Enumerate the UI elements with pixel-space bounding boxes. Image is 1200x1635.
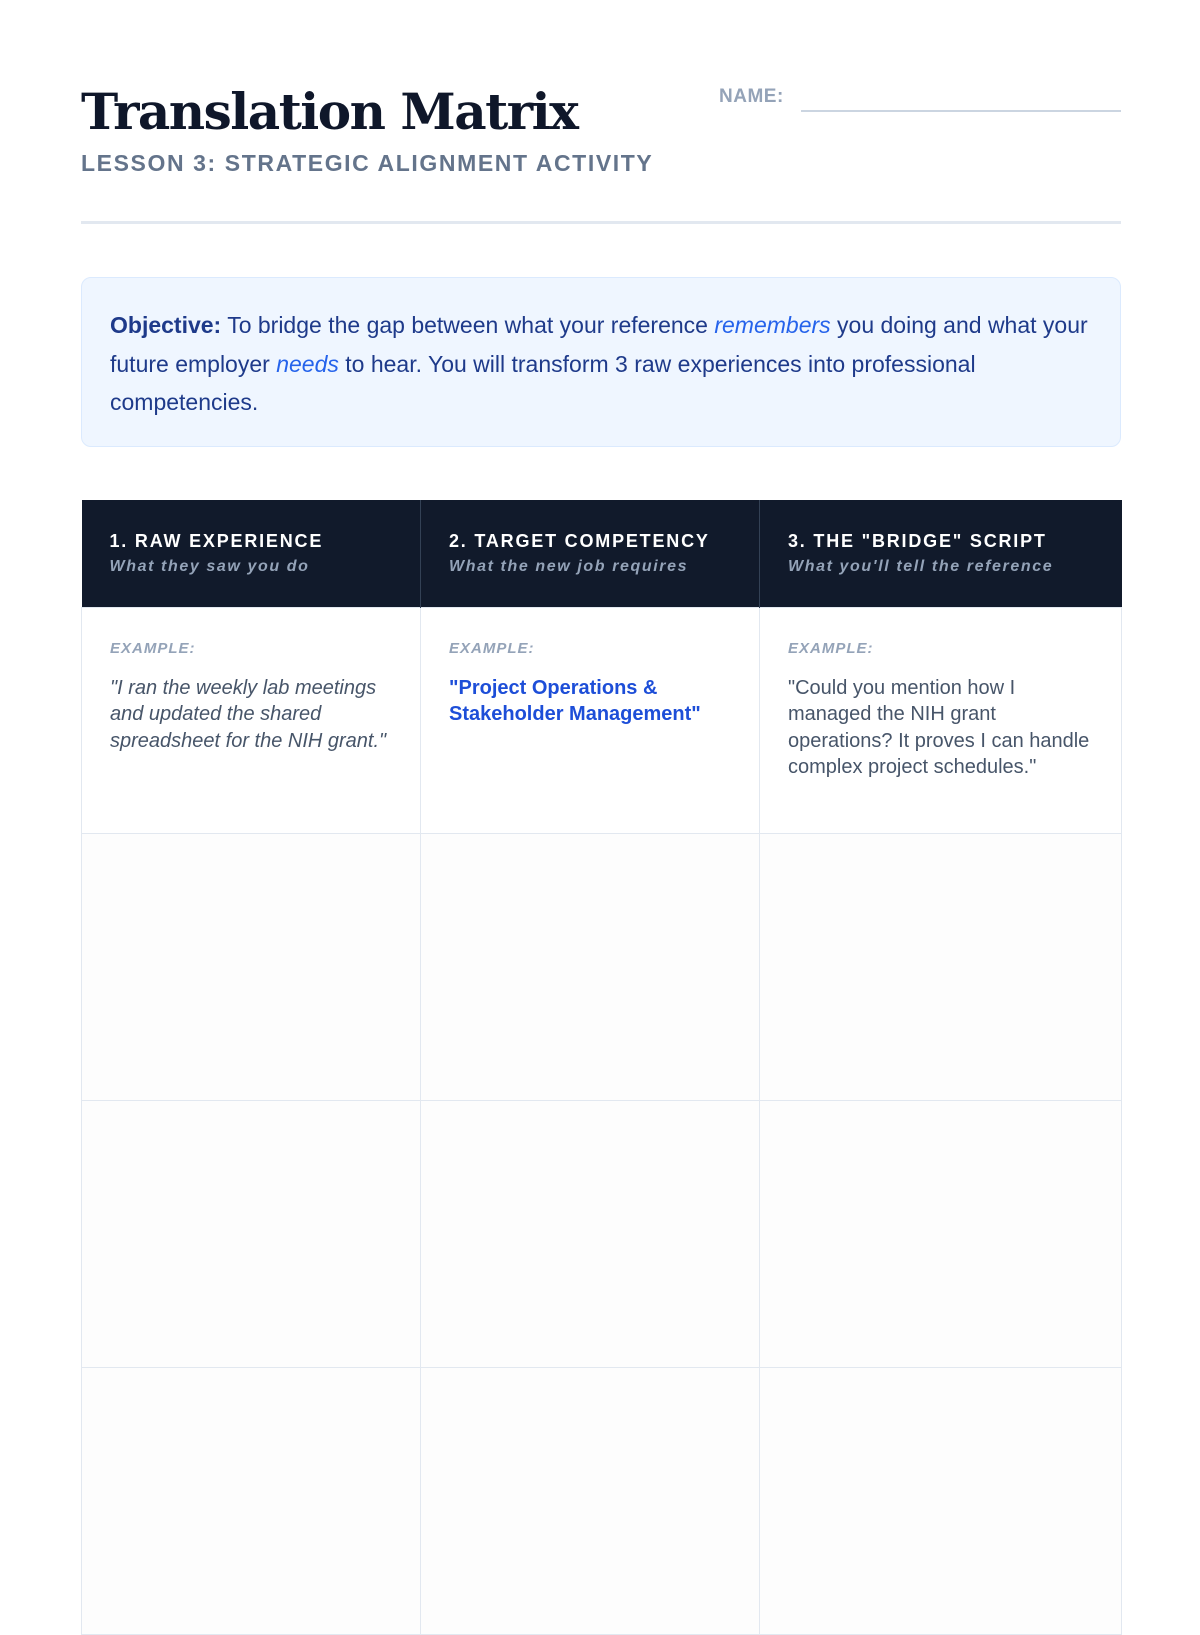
column-header-target-competency [421,500,760,607]
column-title: 2. TARGET COMPETENCY [449,531,710,551]
blank-cell-raw[interactable] [82,1367,421,1634]
column-subtitle: What they saw you do [109,558,310,575]
objective-text-part: you doing and what your future employer [110,312,1088,377]
blank-cell-target[interactable] [421,1367,760,1634]
blank-row [82,1100,1122,1367]
objective-text-part: To bridge the gap between what your reference [221,312,715,338]
matrix-header-row [82,500,1122,607]
blank-cell-bridge[interactable] [760,1100,1122,1367]
example-label: EXAMPLE: [449,639,535,657]
column-subtitle: What you'll tell the reference [788,558,1054,575]
page-title: Translation Matrix [81,82,578,141]
example-cell-raw [82,607,421,833]
worksheet-page [81,0,1121,779]
column-subtitle: What the new job requires [449,558,689,575]
translation-matrix-table [81,500,1122,1635]
example-cell-bridge [760,607,1122,833]
worksheet-header [81,0,1121,224]
name-line-field[interactable] [801,110,1121,112]
blank-row [82,833,1122,1100]
lesson-subtitle: LESSON 3: STRATEGIC ALIGNMENT ACTIVITY [81,150,654,176]
blank-cell-bridge[interactable] [760,833,1122,1100]
objective-label: Objective: [110,312,222,338]
name-field-group [719,84,1121,114]
example-label: EXAMPLE: [788,639,874,657]
blank-cell-raw[interactable] [82,1100,421,1367]
blank-cell-target[interactable] [421,833,760,1100]
name-label: NAME: [719,86,784,107]
example-row [82,607,1122,833]
example-bridge-text: "Could you mention how I managed the NIH grant operations? It proves I can handle complex project schedules." [788,676,1090,779]
blank-cell-bridge[interactable] [760,1367,1122,1634]
objective-emphasis-remembers: remembers [714,312,831,338]
example-label: EXAMPLE: [110,639,196,657]
column-title: 1. RAW EXPERIENCE [109,531,324,551]
objective-text-part: to hear. You will transform 3 raw experiences into professional competencies. [110,350,976,415]
example-cell-target [421,607,760,833]
example-raw-text: "I ran the weekly lab meetings and updated the shared spreadsheet for the NIH grant." [110,676,387,752]
column-header-bridge-script [760,500,1122,607]
blank-cell-target[interactable] [421,1100,760,1367]
blank-cell-raw[interactable] [82,833,421,1100]
objective-box [81,277,1121,447]
column-title: 3. THE "BRIDGE" SCRIPT [788,531,1047,551]
example-target-text: "Project Operations & Stakeholder Management" [449,676,701,726]
column-header-raw-experience [82,500,421,607]
objective-emphasis-needs: needs [276,350,339,377]
blank-row [82,1367,1122,1634]
